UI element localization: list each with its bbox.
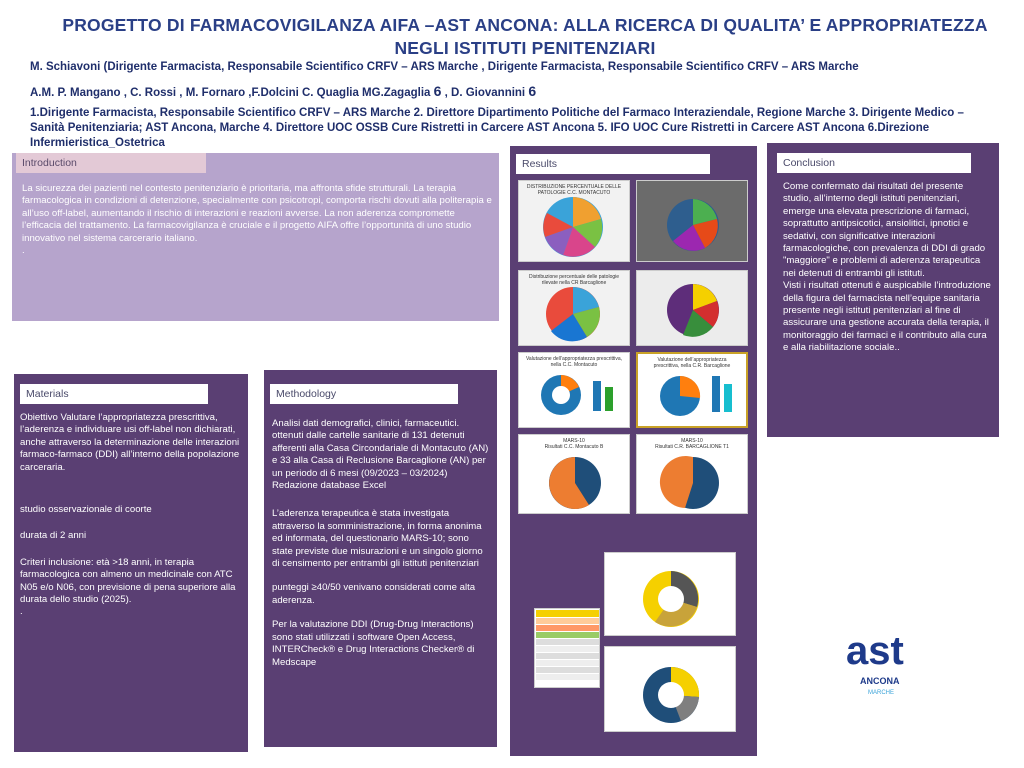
results-slide-4	[636, 270, 748, 346]
results-slide-mars-barcaglione	[636, 434, 748, 514]
logo-wordmark: ast	[846, 629, 904, 673]
slide-title: MARS-10	[563, 438, 585, 444]
results-header: Results	[516, 154, 710, 174]
methodology-score: punteggi ≥40/50 venivano considerati come alta aderenza.	[272, 582, 476, 606]
conclusion-recommendation: Visti i risultati ottenuti è auspicabile l’introduzione della figura del farmacista nell’equipe sanitaria presente negli istituti penitenziari al fine di assicurare una gestione accurata della terapia, il monitoraggio dei farmaci e il contributo alla cura e alla riabilitazione sociale..	[783, 280, 991, 354]
pie-chart-icon	[643, 453, 743, 513]
conclusion-body	[783, 181, 991, 367]
methodology-database: Redazione database Excel	[272, 480, 387, 492]
pie-chart-icon	[642, 368, 742, 428]
results-slide-appropriateness-barcaglione	[636, 352, 748, 428]
materials-inclusion: Criteri inclusione: età >18 anni, in terapia farmacologica con almeno un medicinale con ATC N05 e/o N06, con previsione di pena superiore alla durata dello studio (2025).	[20, 556, 236, 606]
materials-duration: durata di 2 anni	[20, 530, 87, 542]
slide-title: Valutazione dell’appropriatezza prescrittiva, nella C.R. Barcaglione	[653, 357, 731, 369]
materials-body	[20, 412, 242, 631]
introduction-panel	[12, 153, 499, 321]
ast-logo-icon	[838, 622, 948, 702]
results-slide-mars-montacuto	[518, 434, 630, 514]
methodology-panel	[264, 370, 497, 747]
materials-dot: .	[20, 606, 23, 618]
authors-affil-num-2: 6	[528, 83, 537, 99]
pie-chart-icon	[643, 189, 743, 259]
methodology-body	[272, 418, 492, 681]
materials-header: Materials	[20, 384, 208, 404]
conclusion-findings: Come confermato dai risultati del presente studio, all’interno degli istituti penitenziari, emerge una elevata prescrizione di farmaci, soprattutto antipsicotici, ansiolitici, ipnotici e sedativi, con significative interazioni farmacologiche, con prevalenza di DDI di grado "maggiore" e problemi di aderenza terapeutica nei detenuti di entrambi gli istituti.	[783, 181, 986, 279]
methodology-data: Analisi dati demografici, clinici, farmaceutici. ottenuti dalle cartelle sanitarie di 131 detenuti afferenti alla Casa Circondariale di Montacuto (AN) e 33 alla Casa di Reclusione Barcaglione (AN) per un periodo di 6 mesi (09/2023 – 03/2024)	[272, 418, 489, 479]
introduction-header: Introduction	[16, 153, 206, 173]
results-slide-appropriateness-montacuto	[518, 352, 630, 428]
authors-line-1: M. Schiavoni (Dirigente Farmacista, Responsabile Scientifico CRFV – ARS Marche , Dirigente Farmacista, Responsabile Scientifico CRFV – ARS Marche	[30, 61, 859, 73]
authors-affil-num: 6	[433, 83, 442, 99]
logo-region: MARCHE	[868, 690, 895, 696]
authors-last: , D. Giovannini	[444, 87, 526, 99]
introduction-dot: .	[22, 245, 25, 257]
results-slide-2	[636, 180, 748, 262]
authors-line-2	[30, 84, 536, 101]
slide-title: Valutazione dell’appropriatezza prescrittiva, nella C.C. Montacuto	[525, 356, 623, 368]
materials-objective: Obiettivo Valutare l’appropriatezza prescrittiva, l’aderenza e individuare usi off-label non dichiarati, anche attraverso la determinazione delle interazioni farmaco-farmaco (DDI) all’interno della popolazione carceraria.	[20, 412, 240, 473]
donut-chart-icon	[611, 559, 731, 633]
results-slide-ddi-barcaglione	[604, 646, 736, 732]
affiliations: 1.Dirigente Farmacista, Responsabile Scientifico CRFV – ARS Marche 2. Direttore Dipartimento Politiche del Farmaco Interaziendale, Regione Marche 3. Dirigente Medico – Sanità Penitenziaria; AST Ancona, Marche 4. Direttore UOC OSSB Cure Ristretti in Carcere AST Ancona 5. IFO UOC Cure Ristretti in Carcere AST Ancona 6.Direzione Infermieristica_Ostetrica	[30, 107, 964, 149]
introduction-body	[22, 183, 492, 269]
slide-title: Distribuzione percentuale delle patologie rilevate nella CR Barcaglione	[528, 274, 620, 286]
slide-title: DISTRIBUZIONE PERCENTUALE DELLE PATOLOGIE C.C. MONTACUTO	[526, 184, 622, 196]
conclusion-header: Conclusion	[777, 153, 971, 173]
pie-chart-icon	[523, 281, 623, 345]
slide-subtitle: Risultati C.C. Montacuto B	[544, 444, 604, 450]
slide-title: MARS-10	[681, 438, 703, 444]
materials-panel	[14, 374, 248, 752]
introduction-text: La sicurezza dei pazienti nel contesto penitenziario è prioritaria, ma affronta sfide strutturali. La terapia farmacologica in condizioni di detenzione, specialmente con psicotropi, comporta rischi dovuti alla politerapia e all’uso off-label, aumentando il rischio di interazioni e reazioni avverse. La non aderenza compromette l’efficacia del trattamento. La farmacovigilanza è cruciale e il progetto AIFA offre l’opportunità di uno studio innovativo nel sistema carcerario italiano.	[22, 183, 492, 244]
slide-subtitle: Risultati C.R. BARCAGLIONE T1	[655, 444, 729, 450]
results-slide-pathologies-montacuto	[518, 180, 630, 262]
donut-chart-icon	[523, 367, 623, 427]
conclusion-panel	[767, 143, 999, 437]
pie-chart-icon	[643, 277, 743, 341]
methodology-adherence: L’aderenza terapeutica è stata investigata attraverso la somministrazione, in forma anonima ed informata, del questionario MARS-10; sono state previste due misurazioni e un singolo giorno di censimento per entrambi gli istituti penitenziari	[272, 508, 483, 570]
results-legend-table	[534, 608, 600, 688]
table-icon	[536, 610, 600, 688]
logo-city: ANCONA	[860, 676, 900, 686]
authors-names: A.M. P. Mangano , C. Rossi , M. Fornaro ,F.Dolcini C. Quaglia MG.Zagaglia	[30, 87, 431, 99]
results-panel	[510, 146, 757, 756]
poster-title: PROGETTO DI FARMACOVIGILANZA AIFA –AST ANCONA: ALLA RICERCA DI QUALITA’ E APPROPRIATEZZA NEGLI ISTITUTI PENITENZIARI	[62, 15, 988, 58]
ast-ancona-logo	[838, 622, 948, 702]
results-slide-ddi-montacuto	[604, 552, 736, 636]
pie-chart-icon	[523, 191, 623, 261]
methodology-ddi: Per la valutazione DDI (Drug-Drug Interactions) sono stati utilizzati i software Open Access, INTERCheck® e Drug Interactions Checker® di Medscape	[272, 619, 475, 668]
results-slide-pathologies-barcaglione	[518, 270, 630, 346]
pie-chart-icon	[525, 453, 625, 513]
methodology-header: Methodology	[270, 384, 458, 404]
materials-study-type: studio osservazionale di coorte	[20, 504, 152, 516]
donut-chart-icon	[611, 653, 731, 729]
